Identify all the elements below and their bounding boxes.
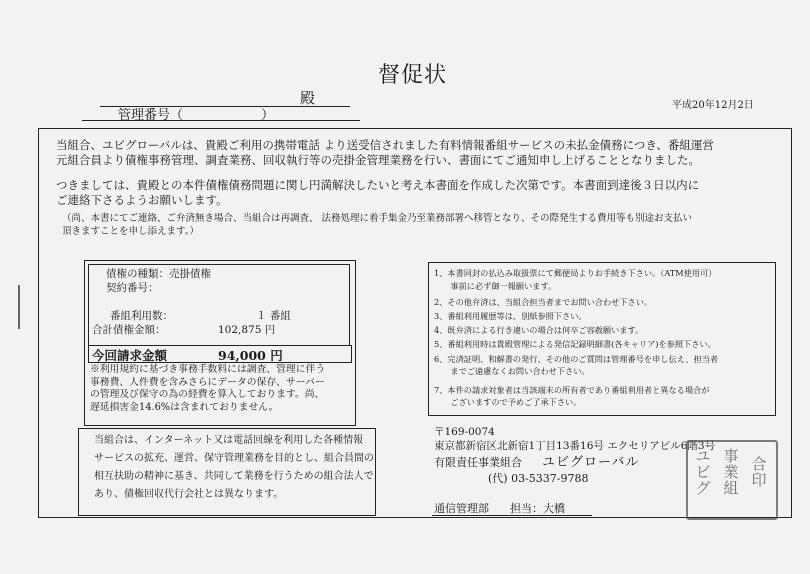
company-seal (686, 440, 778, 520)
paragraph-1 (56, 138, 714, 168)
association-line: あり、債権回収代行会社とは異なります。 (94, 489, 284, 500)
total-claim-label: 合計債権金額： (92, 324, 166, 336)
seal-text: 事 業 組 (723, 447, 739, 497)
management-number: 管理番号（ ） (118, 108, 275, 123)
management-underline (82, 118, 360, 121)
margin-mark (18, 285, 20, 329)
fee-note (90, 364, 325, 414)
instruction-item: 3、番組利用履歴等は、別紙参照下さい。 (434, 311, 587, 321)
phone-number: (代) 03-5337-9788 (488, 472, 589, 485)
instruction-item: ございますので予めご了承下さい。 (434, 397, 582, 407)
notice-note (62, 212, 692, 238)
postal-code: 〒169-0074 (434, 426, 495, 438)
contact-person: 担当：大橋 (510, 502, 565, 515)
claim-type: 債権の種類：売掛債権 (106, 268, 211, 280)
instruction-item: 2、その他弁済は、当組合担当者までお問い合わせ下さい。 (434, 297, 653, 307)
seal-text: 合 印 (751, 455, 767, 489)
note-line: （尚、本書にてご連絡、ご弁済無き場合、当組合は再調査、 法務処理に着手集金乃至業務部署へ移管となり、その際発生する費用等も別途お支払い (62, 213, 693, 224)
association-line: サービスの拡充、運営、保守管理業務を目的とし、組合員間の (94, 453, 374, 464)
instruction-item: 1、本書同封の払込み取扱票にて郵便局よりお手続き下さい。（ATM使用可） (434, 268, 717, 278)
current-claim-value: 94,000 円 (218, 348, 283, 363)
association-line: 相互扶助の精神に基き、共同して業務を行うための組合法人で (94, 471, 374, 482)
department: 通信管理部 (434, 502, 489, 515)
paragraph-line: つきましては、貴殿との本件債権債務問題に関し円満解決したいと考え本書面を作成した次第です。本書面到達後３日以内に (56, 178, 700, 192)
document-title: 督促状 (378, 63, 448, 88)
instruction-item: までご遠慮なくお問い合わせ下さい。 (434, 366, 590, 376)
fee-note-line: 遅延損害金14.6%は含まれておりません。 (90, 401, 279, 413)
paragraph-line: 元組合員より債権事務管理、調査業務、回収執行等の売掛金管理業務を行い、書面にてご通知申し上げることとなりました。 (56, 153, 700, 167)
current-claim-label: 今回請求金額 (92, 348, 168, 363)
org-name: ユビグローバル (542, 455, 640, 470)
fee-note-line: ※利用規約に基づき事務手数料には調査、管理に伴う (90, 364, 326, 375)
contract-number: 契約番号： (106, 282, 159, 294)
fee-note-line: 事務費、人件費を含みさらにデータの保存、サーバー (90, 376, 325, 388)
programs-label: 番組利用数： (110, 310, 173, 322)
addressee-suffix: 殿 (300, 89, 316, 107)
programs-value: １ 番組 (256, 310, 291, 322)
sender-address: 東京都新宿区北新宿1丁目13番16号 エクセリアビル6階3号 (434, 440, 716, 452)
instruction-item: 6、完済証明、和解書の発行、その他のご質問は管理番号を申し伝え、担当者 (434, 354, 719, 364)
department-underline (432, 514, 592, 516)
association-line: 当組合は、インターネット又は電話回線を利用した各種情報 (94, 435, 364, 446)
instruction-item: 7、本件の請求対象者は当該端末の所有者であり番組利用者と異なる場合が (434, 385, 710, 395)
paragraph-2 (56, 178, 699, 208)
paragraph-line: 当組合、ユビグローバルは、貴殿ご利用の携帯電話 より送受信されました有料情報番組サービスの未払金債務につき、番組運営 (56, 138, 714, 152)
total-claim-value: 102,875 円 (218, 324, 276, 336)
seal-text: ユ ビ グ (695, 447, 711, 497)
instruction-item: 事前に必ず御一報願います。 (434, 281, 557, 291)
note-line: 頂きますことを申し添えます。） (62, 226, 199, 237)
issue-date: 平成20年12月2日 (672, 100, 754, 111)
fee-note-line: の管理及び保守の為の経費を算入しております。尚、 (90, 389, 325, 400)
org-type: 有限責任事業組合 (434, 456, 522, 469)
instruction-item: 4、既弁済による行き違いの場合は何卒ご容赦願います。 (434, 325, 644, 335)
instruction-item: 5、番組利用時は貴殿管理による発信記録明細書(各キャリア)を参照下さい。 (434, 339, 716, 349)
association-statement (94, 432, 374, 504)
paragraph-line: ご連絡下さるようお願いします。 (56, 193, 228, 207)
